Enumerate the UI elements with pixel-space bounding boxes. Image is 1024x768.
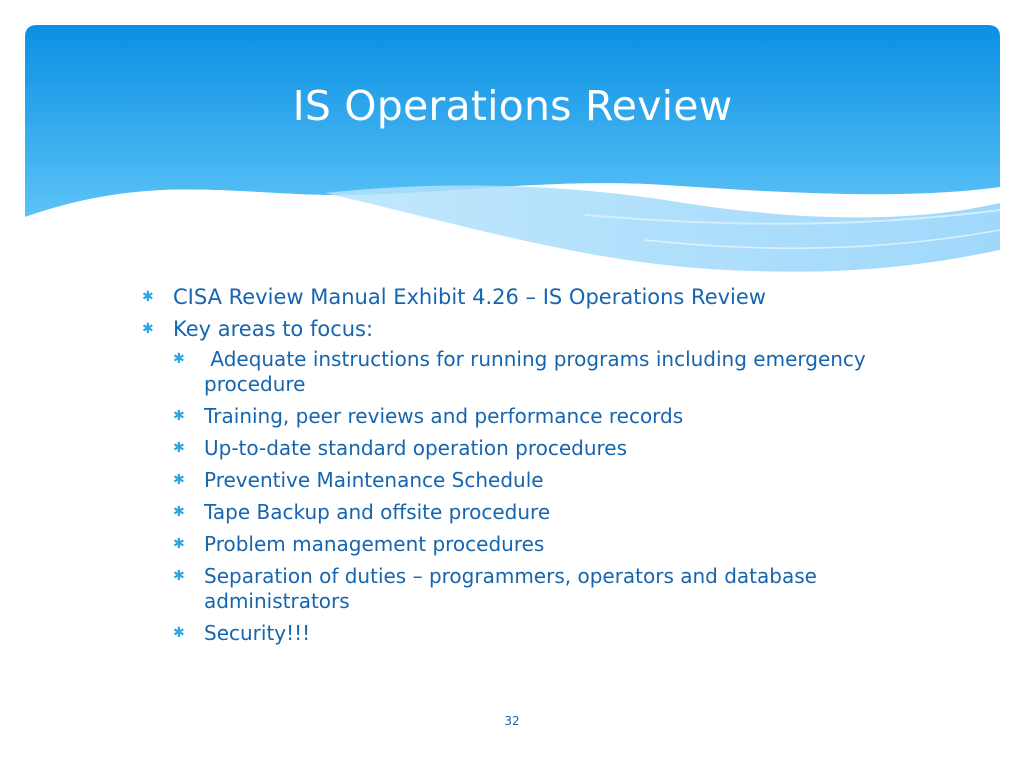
sub-bullet-item <box>173 347 922 397</box>
bullet-text: Key areas to focus: <box>173 317 374 341</box>
sub-bullet-text: Tape Backup and offsite procedure <box>204 500 551 524</box>
bullet-list <box>142 284 922 646</box>
asterisk-icon: ✱ <box>173 408 185 424</box>
asterisk-icon: ✱ <box>173 504 185 520</box>
asterisk-icon: ✱ <box>142 321 154 337</box>
sub-bullet-text: Adequate instructions for running programs including emergency procedure <box>204 347 873 396</box>
sub-bullet-text: Problem management procedures <box>204 532 545 556</box>
asterisk-icon: ✱ <box>173 440 185 456</box>
sub-bullet-text: Up-to-date standard operation procedures <box>204 436 628 460</box>
asterisk-icon: ✱ <box>173 536 185 552</box>
bullet-item <box>142 284 922 311</box>
sub-bullet-item <box>173 404 922 429</box>
asterisk-icon: ✱ <box>173 568 185 584</box>
sub-bullet-item <box>173 500 922 525</box>
sub-bullet-item <box>173 564 922 614</box>
sub-bullet-item <box>173 468 922 493</box>
page-number: 32 <box>504 714 520 728</box>
asterisk-icon: ✱ <box>173 472 185 488</box>
sub-bullet-text: Training, peer reviews and performance records <box>204 404 684 428</box>
slide-title: IS Operations Review <box>292 82 733 130</box>
asterisk-icon: ✱ <box>173 625 185 641</box>
header-banner <box>25 25 1000 325</box>
sub-bullet-text: Security!!! <box>204 621 311 645</box>
sub-bullet-item <box>173 436 922 461</box>
asterisk-icon: ✱ <box>142 289 154 305</box>
sub-bullet-text: Separation of duties – programmers, operators and database administrators <box>204 564 817 613</box>
bullet-item <box>142 316 922 646</box>
sub-bullet-list <box>173 347 922 646</box>
sub-bullet-text: Preventive Maintenance Schedule <box>204 468 544 492</box>
slide-content <box>142 284 922 653</box>
sub-bullet-item <box>173 621 922 646</box>
bullet-text: CISA Review Manual Exhibit 4.26 – IS Operations Review <box>173 285 766 309</box>
sub-bullet-item <box>173 532 922 557</box>
asterisk-icon: ✱ <box>173 351 185 367</box>
